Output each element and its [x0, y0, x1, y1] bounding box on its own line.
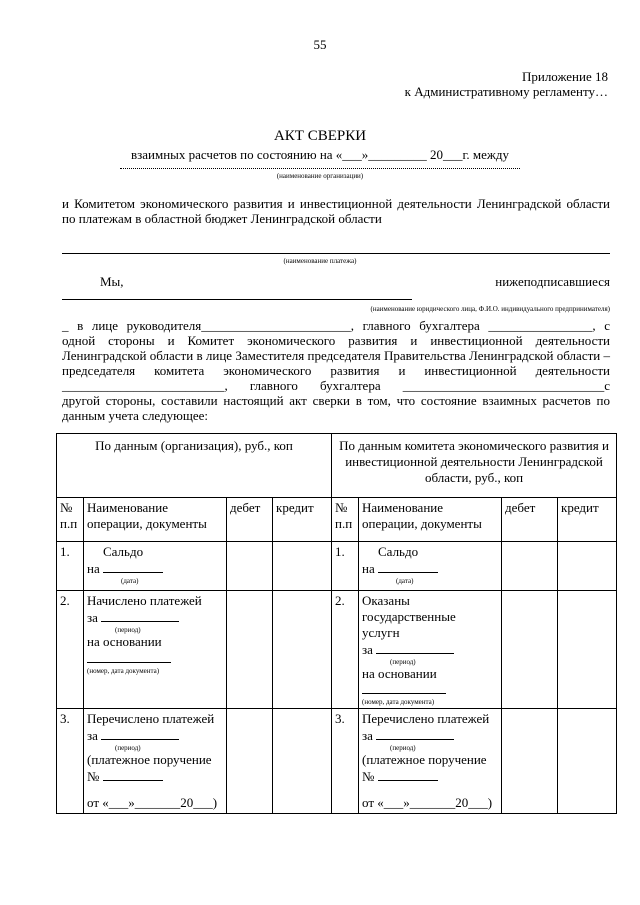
col-name-right: Наименование операции, документы: [359, 498, 502, 542]
period-line: за: [87, 609, 223, 626]
services-label-3: услугн: [362, 625, 400, 640]
row-3-number-left: 3.: [57, 709, 84, 814]
page-number: 55: [313, 37, 327, 52]
accrued-label: Начислено платежей: [87, 593, 202, 608]
transferred-label: Перечислено платежей: [362, 711, 490, 726]
col-debit-left: дебет: [227, 498, 273, 542]
balance-date-line: на: [87, 560, 223, 577]
body-line-6: другой стороны, составили настоящий акт сверки в том, что состояние взаимных расчетов по: [62, 393, 610, 408]
balance-date-line: на: [362, 560, 498, 577]
appendix-line-2: к Административному регламенту…: [404, 84, 608, 99]
payment-order-label: (платежное поручение: [87, 752, 212, 767]
row-2-number-right: 2.: [332, 591, 359, 709]
row-2-name-left: [84, 591, 227, 709]
row-2-debit-right: [502, 591, 558, 709]
col-credit-right: кредит: [558, 498, 617, 542]
row-3-debit-right: [502, 709, 558, 814]
transferred-label: Перечислено платежей: [87, 711, 215, 726]
row-1-credit-right: [558, 542, 617, 591]
body-line-1: _ в лице руководителя_______________________, главного бухгалтера ________________, с: [62, 318, 610, 333]
caption-date: (дата): [121, 577, 139, 585]
period-line: за: [362, 727, 498, 744]
caption-org: (наименование организации): [276, 172, 364, 180]
col-name-left: Наименование операции, документы: [84, 498, 227, 542]
order-number-line: №: [87, 768, 223, 785]
col-number-left: № п.п: [57, 498, 84, 542]
services-label-1: Оказаны: [362, 593, 410, 608]
row-2-number-left: 2.: [57, 591, 84, 709]
order-number-line: №: [362, 768, 498, 785]
row-1-debit-left: [227, 542, 273, 591]
undersigned-label: нижеподписавшиеся: [495, 274, 610, 289]
period-line: за: [87, 727, 223, 744]
row-2-name-right: [359, 591, 502, 709]
reconciliation-table: [56, 433, 617, 814]
col-credit-left: кредит: [273, 498, 332, 542]
org-name-line: [120, 168, 520, 169]
caption-document: (номер, дата документа): [87, 667, 160, 675]
row-2-credit-left: [273, 591, 332, 709]
body-line-4: председателя комитета экономического развития и инвестиционной деятельности: [62, 363, 610, 378]
basis-label: на основании: [362, 666, 437, 681]
left-group-header: По данным (организация), руб., коп: [57, 434, 332, 498]
body-line-5: _________________________, главного бухгалтера _______________________________с: [62, 378, 610, 393]
row-1-name-right: [359, 542, 502, 591]
row-3-debit-left: [227, 709, 273, 814]
col-number-right: № п.п: [332, 498, 359, 542]
body-line-7: данным учета следующее:: [62, 408, 209, 423]
basis-label: на основании: [87, 634, 162, 649]
payment-name-line: [62, 253, 610, 254]
row-3-name-right: [359, 709, 502, 814]
order-date: от «___»_______20___): [87, 795, 218, 810]
row-1-credit-left: [273, 542, 332, 591]
paragraph-1-line-2: по платежам в областной бюджет Ленинградской области: [62, 211, 382, 226]
caption-period: (период): [390, 658, 416, 666]
period-line: за: [362, 641, 498, 658]
payment-order-label: (платежное поручение: [362, 752, 487, 767]
row-3-credit-left: [273, 709, 332, 814]
caption-period: (период): [115, 626, 141, 634]
document-line: [362, 682, 498, 698]
table-row: [57, 591, 617, 709]
appendix-line-1: Приложение 18: [521, 69, 608, 84]
col-debit-right: дебет: [502, 498, 558, 542]
body-line-2: одной стороны и Комитет экономического развития и инвестиционной деятельности: [62, 333, 610, 348]
balance-label: Сальдо: [103, 544, 144, 559]
table-row: [57, 542, 617, 591]
row-3-name-left: [84, 709, 227, 814]
caption-date: (дата): [396, 577, 414, 585]
order-date: от «___»_______20___): [362, 795, 493, 810]
balance-label: Сальдо: [378, 544, 419, 559]
body-line-3: Ленинградской области в лице Заместителя председателя Правительства Ленинградской области –: [62, 348, 610, 363]
caption-period: (период): [390, 744, 416, 752]
right-group-header: По данным комитета экономического развития и инвестиционной деятельности Ленинградской области, руб., коп: [332, 434, 617, 498]
table-header-row: [57, 434, 617, 498]
services-label-2: государственные: [362, 609, 456, 624]
row-2-debit-left: [227, 591, 273, 709]
document-line: [87, 650, 223, 667]
document-subtitle: взаимных расчетов по состоянию на «___»_________ 20___г. между: [130, 147, 510, 162]
table-column-header-row: [57, 498, 617, 542]
row-1-number-right: 1.: [332, 542, 359, 591]
paragraph-1-line-1: и Комитетом экономического развития и инвестиционной деятельности Ленинградской области: [62, 196, 610, 211]
caption-entity: (наименование юридического лица, Ф.И.О. индивидуального предпринимателя): [370, 305, 610, 313]
caption-payment: (наименование платежа): [283, 257, 357, 265]
row-1-number-left: 1.: [57, 542, 84, 591]
row-3-number-right: 3.: [332, 709, 359, 814]
caption-document: (номер, дата документа): [362, 698, 435, 706]
we-label: Мы,: [100, 274, 124, 289]
entity-name-line: [62, 299, 412, 300]
table-row: [57, 709, 617, 814]
row-1-debit-right: [502, 542, 558, 591]
row-3-credit-right: [558, 709, 617, 814]
row-1-name-left: [84, 542, 227, 591]
row-2-credit-right: [558, 591, 617, 709]
document-title: АКТ СВЕРКИ: [273, 128, 367, 144]
caption-period: (период): [115, 744, 141, 752]
